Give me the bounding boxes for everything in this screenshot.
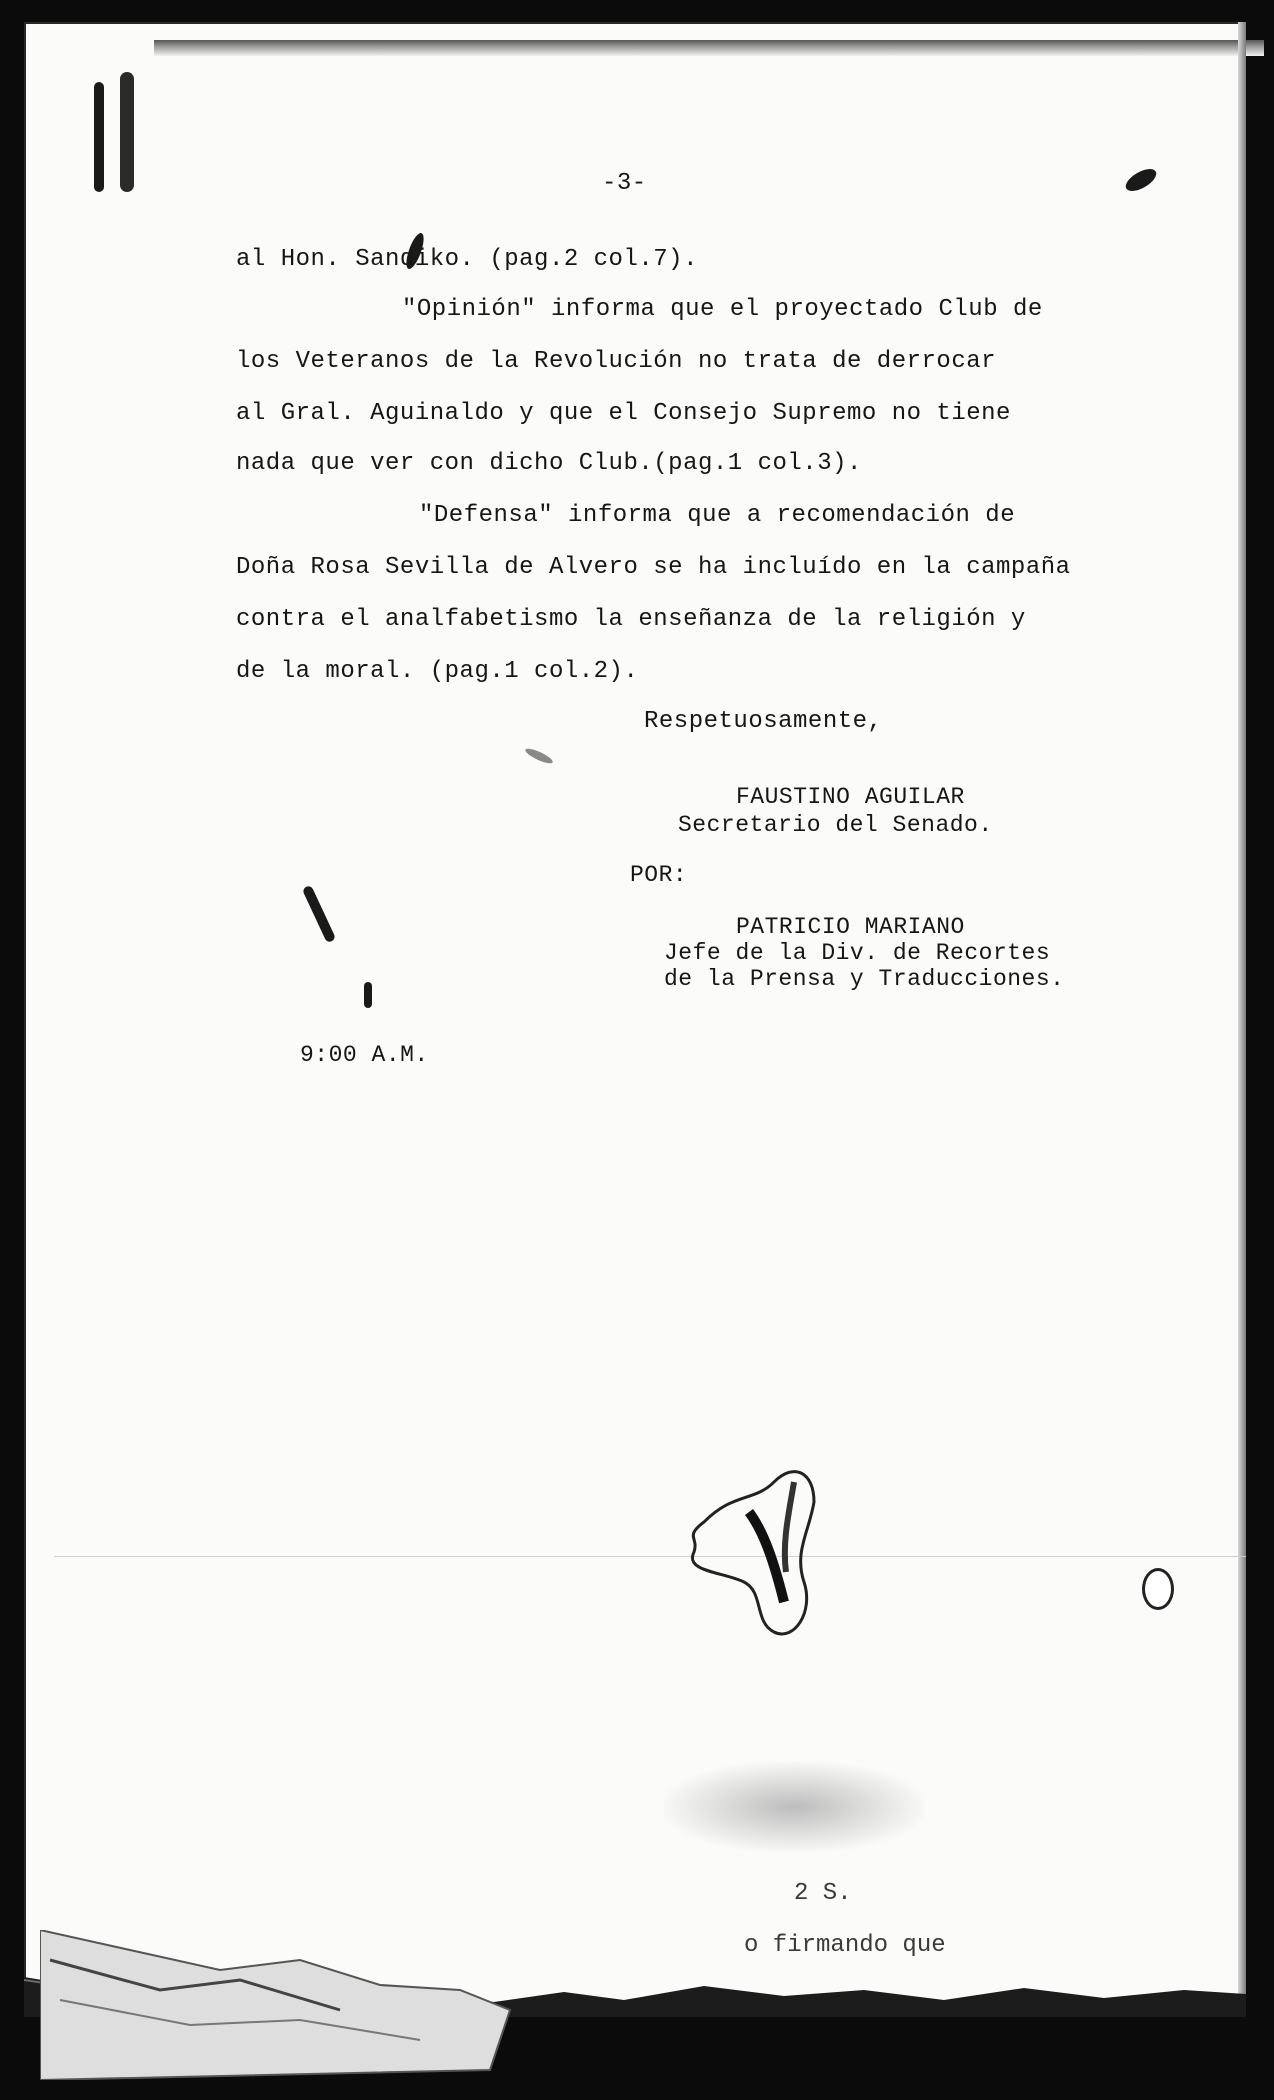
signatory-title: Secretario del Senado. — [678, 812, 993, 838]
signatory-name: FAUSTINO AGUILAR — [736, 784, 965, 810]
ink-mark — [94, 82, 104, 192]
bleed-through-text: o firmando que — [744, 1932, 946, 1959]
smudge — [664, 1762, 924, 1852]
delegate-name: PATRICIO MARIANO — [736, 914, 965, 940]
fold-crease — [54, 1556, 1246, 1557]
bleed-through-text: 2 S. — [794, 1880, 852, 1907]
paragraph-line: Doña Rosa Sevilla de Alvero se ha incluído en la campaña — [236, 554, 1071, 581]
time-stamp: 9:00 A.M. — [300, 1042, 429, 1068]
delegate-title-line2: de la Prensa y Traducciones. — [664, 966, 1065, 992]
ink-mark — [1122, 165, 1159, 196]
ink-mark — [1142, 1568, 1174, 1610]
closing-salutation: Respetuosamente, — [644, 708, 883, 735]
paragraph-line: los Veteranos de la Revolución no trata de derrocar — [236, 348, 997, 375]
torn-corner — [40, 1930, 520, 2080]
page-number: -3- — [602, 170, 647, 197]
paragraph-line: "Opinión" informa que el proyectado Club de — [402, 296, 1043, 323]
ink-mark — [524, 746, 555, 766]
ink-mark — [302, 885, 336, 944]
paragraph-line: "Defensa" informa que a recomendación de — [419, 502, 1016, 529]
ink-mark — [120, 72, 134, 192]
ink-mark — [364, 982, 372, 1008]
paragraph-line: nada que ver con dicho Club.(pag.1 col.3). — [236, 450, 862, 477]
document-page — [24, 22, 1246, 2012]
paragraph-line: al Gral. Aguinaldo y que el Consejo Supremo no tiene — [236, 400, 1011, 427]
paragraph-line: contra el analfabetismo la enseñanza de la religión y — [236, 606, 1026, 633]
paragraph-line: de la moral. (pag.1 col.2). — [236, 658, 639, 685]
page-right-edge — [1238, 22, 1246, 2012]
page-top-edge — [154, 40, 1264, 56]
por-label: POR: — [630, 862, 688, 888]
paragraph-line: al Hon. Sandiko. (pag.2 col.7). — [236, 246, 698, 273]
ink-blot — [664, 1442, 864, 1662]
delegate-title-line1: Jefe de la Div. de Recortes — [664, 940, 1051, 966]
